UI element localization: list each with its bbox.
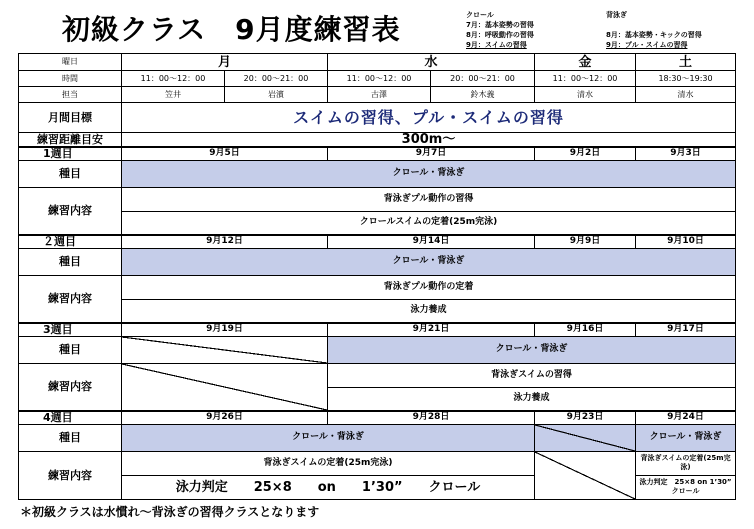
note-line: 9月：プル・スイムの習得 xyxy=(606,41,688,49)
event-row xyxy=(19,424,736,451)
event-cell-saturday: クロール・背泳ぎ xyxy=(636,424,736,451)
teacher-cell: 岩濱 xyxy=(225,87,328,103)
content-row xyxy=(19,363,736,387)
content-row xyxy=(19,275,736,299)
content-row xyxy=(19,211,736,235)
note-line: 9月：スイムの習得 xyxy=(466,41,527,49)
no-class-cell xyxy=(535,424,636,451)
weekday-row xyxy=(19,54,736,71)
date-cell: 9月24日 xyxy=(636,411,736,424)
note-line: 7月：基本姿勢の習得 xyxy=(466,21,534,29)
date-cell: 9月16日 xyxy=(535,323,636,336)
date-cell: 9月17日 xyxy=(636,323,736,336)
content-row xyxy=(19,299,736,323)
time-cell: 20：00～21：00 xyxy=(431,71,535,87)
content-cell-saturday: 背泳ぎスイムの定着(25m完泳) xyxy=(636,451,736,475)
distance-value: 300m～ xyxy=(122,133,736,148)
time-cell: 20：00～21：00 xyxy=(225,71,328,87)
teacher-row xyxy=(19,87,736,103)
date-cell: 9月10日 xyxy=(636,235,736,248)
day-saturday: 土 xyxy=(636,54,736,71)
content-cell: 背泳ぎプル動作の習得 xyxy=(122,187,736,211)
content-cell: 泳力養成 xyxy=(328,387,736,411)
date-cell: 9月21日 xyxy=(328,323,535,336)
week-header-row xyxy=(19,411,736,424)
no-class-cell xyxy=(122,363,328,411)
week-label: 1週目 xyxy=(19,147,122,160)
content-cell: 背泳ぎスイムの定着(25m完泳) xyxy=(122,451,535,475)
monthly-goal: スイムの習得、プル・スイムの習得 xyxy=(122,103,736,133)
content-row xyxy=(19,187,736,211)
week-label: 3週目 xyxy=(19,323,122,336)
weekday-label: 曜日 xyxy=(19,54,122,71)
event-label: 種目 xyxy=(19,336,122,363)
event-row xyxy=(19,248,736,275)
date-cell: 9月7日 xyxy=(328,147,535,160)
day-friday: 金 xyxy=(535,54,636,71)
time-label: 時間 xyxy=(19,71,122,87)
content-row xyxy=(19,451,736,475)
note-line: 8月：呼吸動作の習得 xyxy=(466,31,534,39)
note-line: クロール xyxy=(466,11,494,19)
teacher-cell: 古澤 xyxy=(328,87,431,103)
no-class-cell xyxy=(122,336,328,363)
footnote: ＊初級クラスは水慣れ～背泳ぎの習得クラスとなります xyxy=(20,505,320,519)
event-label: 種目 xyxy=(19,160,122,187)
week-label: ２週目 xyxy=(19,235,122,248)
date-cell: 9月23日 xyxy=(535,411,636,424)
date-cell: 9月28日 xyxy=(328,411,535,424)
event-row xyxy=(19,160,736,187)
content-label: 練習内容 xyxy=(19,363,122,411)
content-label: 練習内容 xyxy=(19,187,122,235)
content-cell: 背泳ぎプル動作の定着 xyxy=(122,275,736,299)
date-cell: 9月19日 xyxy=(122,323,328,336)
event-cell: クロール・背泳ぎ xyxy=(122,160,736,187)
event-row xyxy=(19,336,736,363)
notes-backstroke xyxy=(606,10,702,50)
date-cell: 9月2日 xyxy=(535,147,636,160)
teacher-cell: 清水 xyxy=(535,87,636,103)
date-cell: 9月14日 xyxy=(328,235,535,248)
week-header-row xyxy=(19,235,736,248)
teacher-label: 担当 xyxy=(19,87,122,103)
day-wednesday: 水 xyxy=(328,54,535,71)
time-cell: 11：00～12：00 xyxy=(535,71,636,87)
content-cell: クロールスイムの定着(25m完泳) xyxy=(122,211,736,235)
date-cell: 9月9日 xyxy=(535,235,636,248)
content-cell: 背泳ぎスイムの習得 xyxy=(328,363,736,387)
content-cell-saturday: 泳力判定 25×8 on 1’30” クロール xyxy=(636,475,736,499)
time-row xyxy=(19,71,736,87)
monthly-goal-label: 月間目標 xyxy=(19,103,122,133)
week-header-row xyxy=(19,323,736,336)
time-cell: 11：00～12：00 xyxy=(328,71,431,87)
content-label: 練習内容 xyxy=(19,275,122,323)
teacher-cell: 鈴木義 xyxy=(431,87,535,103)
event-cell: クロール・背泳ぎ xyxy=(122,424,535,451)
week-header-row xyxy=(19,147,736,160)
event-label: 種目 xyxy=(19,424,122,451)
event-cell: クロール・背泳ぎ xyxy=(122,248,736,275)
schedule-table xyxy=(18,53,739,500)
note-line: 8月：基本姿勢・キックの習得 xyxy=(606,31,702,39)
date-cell: 9月5日 xyxy=(122,147,328,160)
time-cell: 18:30～19:30 xyxy=(636,71,736,87)
no-class-cell xyxy=(535,451,636,499)
distance-label: 練習距離目安 xyxy=(19,133,122,148)
content-label: 練習内容 xyxy=(19,451,122,499)
notes-crawl xyxy=(466,10,534,50)
date-cell: 9月3日 xyxy=(636,147,736,160)
teacher-cell: 清水 xyxy=(636,87,736,103)
day-monday: 月 xyxy=(122,54,328,71)
page-title: 初級クラス 9月度練習表 xyxy=(62,13,401,46)
time-cell: 11：00～12：00 xyxy=(122,71,225,87)
teacher-cell: 笠井 xyxy=(122,87,225,103)
event-label: 種目 xyxy=(19,248,122,275)
content-cell: 泳力養成 xyxy=(122,299,736,323)
date-cell: 9月26日 xyxy=(122,411,328,424)
distance-row xyxy=(19,133,736,148)
monthly-goal-row xyxy=(19,103,736,133)
event-cell: クロール・背泳ぎ xyxy=(328,336,736,363)
content-cell: 泳力判定 25×8 on 1’30” クロール xyxy=(122,475,535,499)
week-label: 4週目 xyxy=(19,411,122,424)
note-line: 背泳ぎ xyxy=(606,11,627,19)
date-cell: 9月12日 xyxy=(122,235,328,248)
